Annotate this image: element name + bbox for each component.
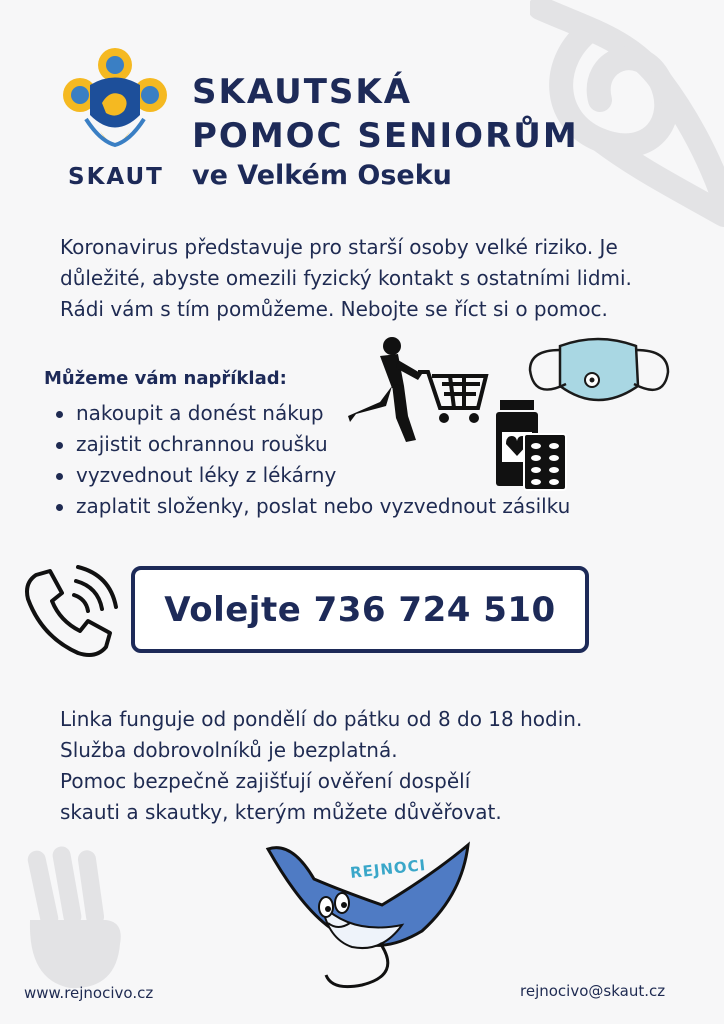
- runner-cart-icon: [346, 336, 496, 448]
- phone-ringing-icon: [22, 565, 118, 661]
- info-line: skauti a skautky, kterým můžete důvěřovat.: [60, 800, 502, 824]
- scout-salute-hand-icon: [20, 840, 130, 990]
- website-link[interactable]: www.rejnocivo.cz: [24, 984, 154, 1002]
- intro-line: Koronavirus představuje pro starší osoby velké riziko. Je: [60, 235, 618, 259]
- info-line: Služba dobrovolníků je bezplatná.: [60, 738, 398, 762]
- scout-lily-logo-icon: [60, 45, 170, 165]
- info-line: Pomoc bezpečně zajišťují ověření dospělí: [60, 769, 471, 793]
- list-item: zaplatit složenky, poslat nebo vyzvednout zásilku: [52, 491, 570, 522]
- logo-wordmark: SKAUT: [68, 164, 164, 190]
- intro-line: důležité, abyste omezili fyzický kontakt s ostatními lidmi.: [60, 266, 632, 290]
- medicine-pills-icon: [494, 398, 568, 492]
- list-item: zajistit ochrannou roušku: [52, 429, 570, 460]
- intro-line: Rádi vám s tím pomůžeme. Nebojte se říct si o pomoc.: [60, 297, 608, 321]
- knot-watermark-icon: [530, 0, 724, 230]
- stingray-mascot-icon: [262, 835, 472, 995]
- help-list-title: Můžeme vám například:: [44, 368, 287, 389]
- call-number-box: Volejte 736 724 510: [131, 566, 589, 653]
- page-title-line-1: SKAUTSKÁ: [192, 72, 413, 112]
- info-line: Linka funguje od pondělí do pátku od 8 do 18 hodin.: [60, 707, 583, 731]
- page-title-line-2: POMOC SENIORŮM: [192, 116, 579, 156]
- list-item: vyzvednout léky z lékárny: [52, 460, 570, 491]
- page-subtitle: ve Velkém Oseku: [192, 160, 452, 191]
- email-link[interactable]: rejnocivo@skaut.cz: [520, 982, 666, 1000]
- mascot-label: REJNOCI: [349, 856, 428, 882]
- list-item: nakoupit a donést nákup: [52, 398, 570, 429]
- intro-paragraph: [60, 232, 670, 325]
- info-paragraph: [60, 704, 582, 828]
